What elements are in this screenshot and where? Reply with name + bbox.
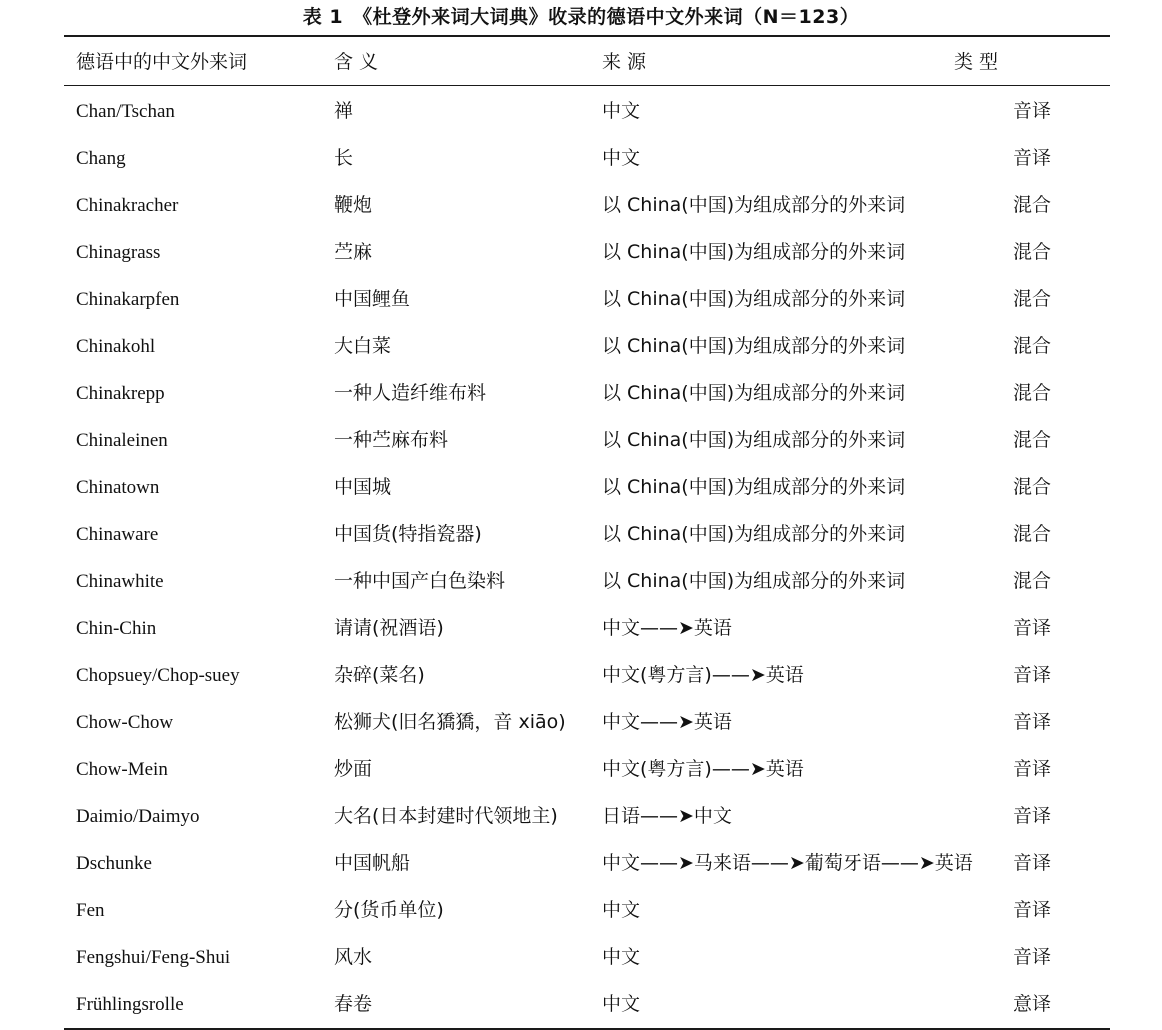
cell-type: 混合 xyxy=(1012,523,1051,545)
column-header-meaning: 含 义 xyxy=(334,36,602,86)
table-row xyxy=(64,744,1110,791)
table-row xyxy=(64,885,1110,932)
cell-word: Chinakohl xyxy=(76,336,156,357)
cell-source: 以 China(中国)为组成部分的外来词 xyxy=(602,194,906,216)
table-body xyxy=(64,86,1110,1030)
cell-meaning: 炒面 xyxy=(334,758,373,780)
cell-type: 音译 xyxy=(1012,711,1051,733)
cell-source: 以 China(中国)为组成部分的外来词 xyxy=(602,241,906,263)
table-row xyxy=(64,979,1110,1029)
cell-type: 音译 xyxy=(1012,100,1051,122)
cell-source: 以 China(中国)为组成部分的外来词 xyxy=(602,288,906,310)
cell-source: 中文 xyxy=(602,946,641,968)
cell-meaning: 苎麻 xyxy=(334,241,373,263)
cell-type: 音译 xyxy=(1012,147,1051,169)
cell-source: 中文——➤马来语——➤葡萄牙语——➤英语 xyxy=(602,852,973,874)
cell-meaning: 中国鲤鱼 xyxy=(334,288,411,310)
cell-word: Fen xyxy=(76,900,105,921)
table-row xyxy=(64,838,1110,885)
cell-source: 中文 xyxy=(602,147,641,169)
cell-meaning: 一种苎麻布料 xyxy=(334,429,449,451)
cell-word: Daimio/Daimyo xyxy=(76,806,200,827)
table-row xyxy=(64,509,1110,556)
table-row xyxy=(64,415,1110,462)
cell-word: Chopsuey/Chop-suey xyxy=(76,665,240,686)
cell-meaning: 请请(祝酒语) xyxy=(334,617,444,639)
cell-type: 意译 xyxy=(954,979,1110,1029)
cell-meaning: 一种人造纤维布料 xyxy=(334,382,487,404)
cell-type: 混合 xyxy=(1012,335,1051,357)
cell-word: Chinaleinen xyxy=(76,430,168,451)
cell-type: 音译 xyxy=(1012,805,1051,827)
cell-meaning: 风水 xyxy=(334,946,373,968)
cell-type: 音译 xyxy=(1012,664,1051,686)
cell-type: 音译 xyxy=(1012,899,1051,921)
cell-word: Chang xyxy=(76,148,126,169)
table-row xyxy=(64,368,1110,415)
cell-type: 混合 xyxy=(1012,382,1051,404)
table-row xyxy=(64,650,1110,697)
cell-word: Frühlingsrolle xyxy=(64,979,334,1029)
table-row xyxy=(64,556,1110,603)
cell-word: Chinakrepp xyxy=(76,383,165,404)
cell-source: 中文——➤英语 xyxy=(602,617,732,639)
cell-word: Chinaware xyxy=(76,524,159,545)
cell-meaning: 中国帆船 xyxy=(334,852,411,874)
cell-source: 日语——➤中文 xyxy=(602,805,732,827)
cell-source: 以 China(中国)为组成部分的外来词 xyxy=(602,382,906,404)
cell-type: 混合 xyxy=(1012,429,1051,451)
cell-meaning: 禅 xyxy=(334,100,354,122)
table-row xyxy=(64,274,1110,321)
cell-meaning: 长 xyxy=(334,147,354,169)
cell-word: Chinagrass xyxy=(76,242,161,263)
cell-type: 混合 xyxy=(1012,476,1051,498)
cell-type: 混合 xyxy=(1012,241,1051,263)
column-header-word: 德语中的中文外来词 xyxy=(64,36,334,86)
cell-word: Chinakarpfen xyxy=(76,289,180,310)
cell-type: 音译 xyxy=(1012,946,1051,968)
cell-word: Chinawhite xyxy=(76,571,164,592)
cell-meaning: 一种中国产白色染料 xyxy=(334,570,506,592)
column-header-type: 类 型 xyxy=(954,36,1110,86)
cell-source: 以 China(中国)为组成部分的外来词 xyxy=(602,523,906,545)
cell-type: 音译 xyxy=(1012,758,1051,780)
cell-word: Chinatown xyxy=(76,477,160,498)
table-row xyxy=(64,462,1110,509)
cell-source: 以 China(中国)为组成部分的外来词 xyxy=(602,476,906,498)
cell-word: Chow-Chow xyxy=(76,712,174,733)
cell-word: Chan/Tschan xyxy=(76,101,175,122)
column-header-source: 来 源 xyxy=(602,36,954,86)
table-row xyxy=(64,321,1110,368)
table-row xyxy=(64,180,1110,227)
cell-source: 以 China(中国)为组成部分的外来词 xyxy=(602,335,906,357)
table-header-row xyxy=(64,36,1110,86)
cell-meaning: 杂碎(菜名) xyxy=(334,664,425,686)
table-head xyxy=(64,36,1110,86)
cell-source: 中文 xyxy=(602,100,641,122)
cell-type: 混合 xyxy=(1012,570,1051,592)
table-number: 表 1 xyxy=(302,6,344,28)
cell-source: 中文(粤方言)——➤英语 xyxy=(602,758,804,780)
cell-meaning: 松狮犬(旧名獢獢，音 xiāo) xyxy=(334,711,566,733)
cell-source: 中文(粤方言)——➤英语 xyxy=(602,664,804,686)
cell-source: 中文——➤英语 xyxy=(602,711,732,733)
cell-type: 混合 xyxy=(1012,194,1051,216)
cell-meaning: 大白菜 xyxy=(334,335,392,357)
table-title: 《杜登外来词大词典》收录的德语中文外来词（N＝123） xyxy=(353,6,860,28)
cell-word: Chinakracher xyxy=(76,195,179,216)
cell-meaning: 分(货币单位) xyxy=(334,899,444,921)
table-row xyxy=(64,603,1110,650)
cell-meaning: 鞭炮 xyxy=(334,194,373,216)
cell-source: 中文 xyxy=(602,979,954,1029)
cell-source: 以 China(中国)为组成部分的外来词 xyxy=(602,570,906,592)
table-row xyxy=(64,791,1110,838)
loanwords-table xyxy=(64,35,1110,1030)
cell-word: Dschunke xyxy=(76,853,152,874)
table-row xyxy=(64,86,1110,134)
table-row xyxy=(64,697,1110,744)
cell-meaning: 中国城 xyxy=(334,476,392,498)
cell-meaning: 大名(日本封建时代领地主) xyxy=(334,805,558,827)
cell-word: Chow-Mein xyxy=(76,759,168,780)
cell-meaning: 春卷 xyxy=(334,979,602,1029)
cell-word: Chin-Chin xyxy=(76,618,157,639)
cell-type: 混合 xyxy=(1012,288,1051,310)
cell-word: Fengshui/Feng-Shui xyxy=(76,947,231,968)
cell-meaning: 中国货(特指瓷器) xyxy=(334,523,482,545)
cell-source: 以 China(中国)为组成部分的外来词 xyxy=(602,429,906,451)
table-row xyxy=(64,932,1110,979)
cell-source: 中文 xyxy=(602,899,641,921)
cell-type: 音译 xyxy=(1012,852,1051,874)
cell-type: 音译 xyxy=(1012,617,1051,639)
table-row xyxy=(64,133,1110,180)
table-caption xyxy=(64,0,1098,35)
table-row xyxy=(64,227,1110,274)
